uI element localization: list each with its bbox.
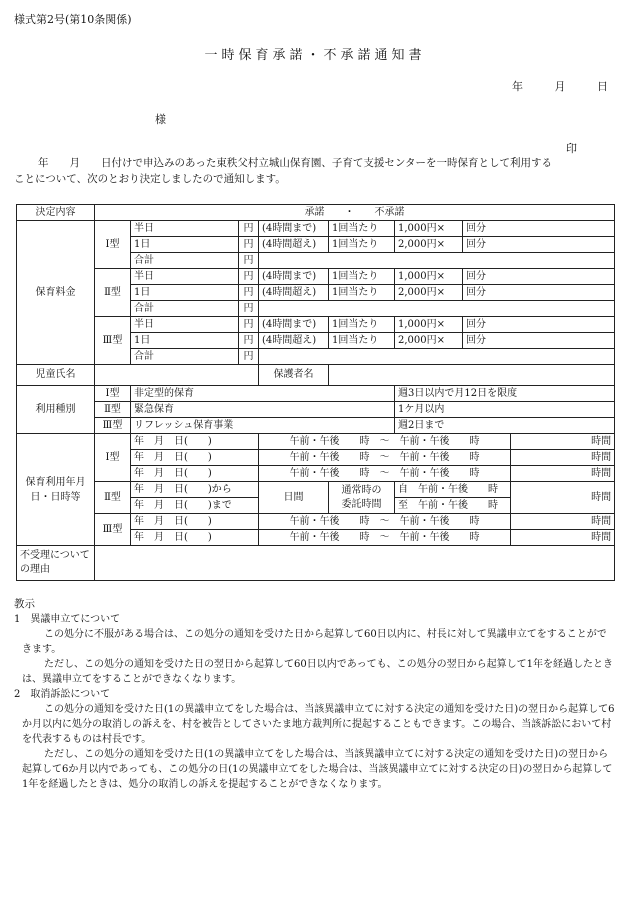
- fee-unit: 円: [239, 269, 259, 285]
- schedule-date: 年 月 日( ): [131, 514, 259, 530]
- fee-row-label: 半日: [131, 317, 239, 333]
- fee-price: 1,000円×: [395, 317, 463, 333]
- usage-name: リフレッシュ保育事業: [131, 418, 395, 434]
- fee-times: 回分: [463, 285, 615, 301]
- guardian-value: [329, 365, 615, 386]
- rejection-value: [95, 546, 615, 581]
- note-2-para-1: この処分の通知を受けた日(1の異議申立てをした場合は、当該異議申立てに対する決定の通知を受けた日)の翌日から起算して6か月以内に処分の取消しの訴えを、村を被告としてさいたま地方裁判所に提起することもできます。この場合、当該訴訟において村を代表するものは村長です。: [22, 704, 615, 745]
- child-name-label: 児童氏名: [17, 365, 95, 386]
- fee-cond: (4時間超え): [259, 333, 329, 349]
- fee-per: 1回当たり: [329, 285, 395, 301]
- note-2-para-2: ただし、この処分の通知を受けた日(1の異議申立てをした場合は、当該異議申立てに対する決定の通知を受けた日)の翌日から起算して6か月以内であっても、この処分の日(1の異議申立てをした場合は、当該異議申立てに対する決定の日)の翌日から起算して1年を経過したときは、処分の取消しの訴えを提起することができなくなります。: [22, 749, 613, 790]
- schedule-hours: 時間: [511, 434, 615, 450]
- fee-price: 2,000円×: [395, 285, 463, 301]
- usage-label: 利用種別: [17, 386, 95, 434]
- usage-name: 非定型的保育: [131, 386, 395, 402]
- child-name-value: [95, 365, 259, 386]
- note-2-title: 2 取消訴訟について: [14, 689, 111, 700]
- rejection-label: 不受理について の理由: [17, 546, 95, 581]
- fee-times: 回分: [463, 317, 615, 333]
- issue-date: 年 月 日: [512, 80, 608, 93]
- fee-unit: 円: [239, 253, 259, 269]
- seal-mark: 印: [566, 142, 577, 155]
- schedule-hours: 時間: [511, 482, 615, 514]
- schedule-to-time: 至 午前・午後 時: [395, 498, 511, 514]
- document-title: 一時保育承諾・不承諾通知書: [204, 48, 426, 63]
- guardian-label: 保護者名: [259, 365, 329, 386]
- fee-price: 2,000円×: [395, 333, 463, 349]
- fee-blank: [259, 349, 615, 365]
- schedule-type: Ⅲ型: [95, 514, 131, 546]
- fee-row-label: 半日: [131, 221, 239, 237]
- fee-total-label: 合計: [131, 349, 239, 365]
- fee-type: Ⅲ型: [95, 317, 131, 365]
- fee-unit: 円: [239, 301, 259, 317]
- fee-cond: (4時間まで): [259, 317, 329, 333]
- decision-value: 承諾 ・ 不承諾: [95, 205, 615, 221]
- schedule-date: 年 月 日( ): [131, 434, 259, 450]
- fee-unit: 円: [239, 221, 259, 237]
- schedule-time: 午前・午後 時 ～ 午前・午後 時: [259, 514, 511, 530]
- fee-row-label: 1日: [131, 237, 239, 253]
- fee-unit: 円: [239, 285, 259, 301]
- schedule-date: 年 月 日( ): [131, 450, 259, 466]
- intro-text: [14, 155, 614, 187]
- fee-unit: 円: [239, 349, 259, 365]
- decision-table: [16, 204, 615, 581]
- schedule-label: 保育利用年月日・日時等: [17, 434, 95, 546]
- note-1-title: 1 異議申立てについて: [14, 614, 121, 625]
- fee-type: Ⅱ型: [95, 269, 131, 317]
- usage-limit: 週2日まで: [395, 418, 615, 434]
- fee-per: 1回当たり: [329, 237, 395, 253]
- schedule-date: 年 月 日( ): [131, 466, 259, 482]
- schedule-from: 年 月 日( )から: [131, 482, 259, 498]
- fee-times: 回分: [463, 237, 615, 253]
- fee-price: 2,000円×: [395, 237, 463, 253]
- schedule-hours: 時間: [511, 450, 615, 466]
- fee-type: Ⅰ型: [95, 221, 131, 269]
- usual-time-line1: 通常時の: [341, 484, 382, 496]
- fee-label: 保育料金: [17, 221, 95, 365]
- usage-type: Ⅱ型: [95, 402, 131, 418]
- usage-name: 緊急保育: [131, 402, 395, 418]
- schedule-date: 年 月 日( ): [131, 530, 259, 546]
- usage-type: Ⅲ型: [95, 418, 131, 434]
- schedule-type: Ⅰ型: [95, 434, 131, 482]
- note-1-para-1: この処分に不服がある場合は、この処分の通知を受けた日から起算して60日以内に、村長に対して異議申立てをすることができます。: [22, 629, 607, 655]
- schedule-from-time: 自 午前・午後 時: [395, 482, 511, 498]
- fee-unit: 円: [239, 237, 259, 253]
- fee-row-label: 1日: [131, 333, 239, 349]
- fee-cond: (4時間まで): [259, 221, 329, 237]
- fee-per: 1回当たり: [329, 221, 395, 237]
- usage-type: Ⅰ型: [95, 386, 131, 402]
- fee-blank: [259, 253, 615, 269]
- schedule-type: Ⅱ型: [95, 482, 131, 514]
- fee-times: 回分: [463, 269, 615, 285]
- notes: [14, 612, 616, 792]
- form-number: 様式第2号(第10条関係): [14, 13, 132, 26]
- usage-limit: 週3日以内で月12日を限度: [395, 386, 615, 402]
- fee-row-label: 1日: [131, 285, 239, 301]
- fee-total-label: 合計: [131, 301, 239, 317]
- fee-unit: 円: [239, 317, 259, 333]
- fee-per: 1回当たり: [329, 317, 395, 333]
- usual-time-label: [329, 482, 395, 514]
- fee-row-label: 半日: [131, 269, 239, 285]
- notes-heading: 教示: [14, 598, 35, 610]
- fee-price: 1,000円×: [395, 221, 463, 237]
- fee-times: 回分: [463, 333, 615, 349]
- schedule-days: 日間: [259, 482, 329, 514]
- decision-label: 決定内容: [17, 205, 95, 221]
- addressee-suffix: 様: [155, 113, 166, 126]
- schedule-time: 午前・午後 時 ～ 午前・午後 時: [259, 530, 511, 546]
- fee-blank: [259, 301, 615, 317]
- schedule-time: 午前・午後 時 ～ 午前・午後 時: [259, 466, 511, 482]
- intro-line-1: 年 月 日付けで申込みのあった東秩父村立城山保育園、子育て支援センターを一時保育として利用する: [38, 157, 552, 169]
- schedule-time: 午前・午後 時 ～ 午前・午後 時: [259, 434, 511, 450]
- usage-limit: 1ケ月以内: [395, 402, 615, 418]
- usual-time-line2: 委託時間: [341, 498, 382, 510]
- note-1-para-2: ただし、この処分の通知を受けた日の翌日から起算して60日以内であっても、この処分の翌日から起算して1年を経過したときは、異議申立てをすることができなくなります。: [22, 659, 613, 685]
- fee-per: 1回当たり: [329, 333, 395, 349]
- fee-total-label: 合計: [131, 253, 239, 269]
- fee-cond: (4時間超え): [259, 237, 329, 253]
- schedule-to: 年 月 日( )まで: [131, 498, 259, 514]
- schedule-hours: 時間: [511, 530, 615, 546]
- fee-times: 回分: [463, 221, 615, 237]
- fee-cond: (4時間超え): [259, 285, 329, 301]
- fee-cond: (4時間まで): [259, 269, 329, 285]
- schedule-time: 午前・午後 時 ～ 午前・午後 時: [259, 450, 511, 466]
- fee-price: 1,000円×: [395, 269, 463, 285]
- fee-per: 1回当たり: [329, 269, 395, 285]
- schedule-hours: 時間: [511, 466, 615, 482]
- intro-line-2: ことについて、次のとおり決定しましたので通知します。: [14, 173, 286, 185]
- fee-unit: 円: [239, 333, 259, 349]
- schedule-hours: 時間: [511, 514, 615, 530]
